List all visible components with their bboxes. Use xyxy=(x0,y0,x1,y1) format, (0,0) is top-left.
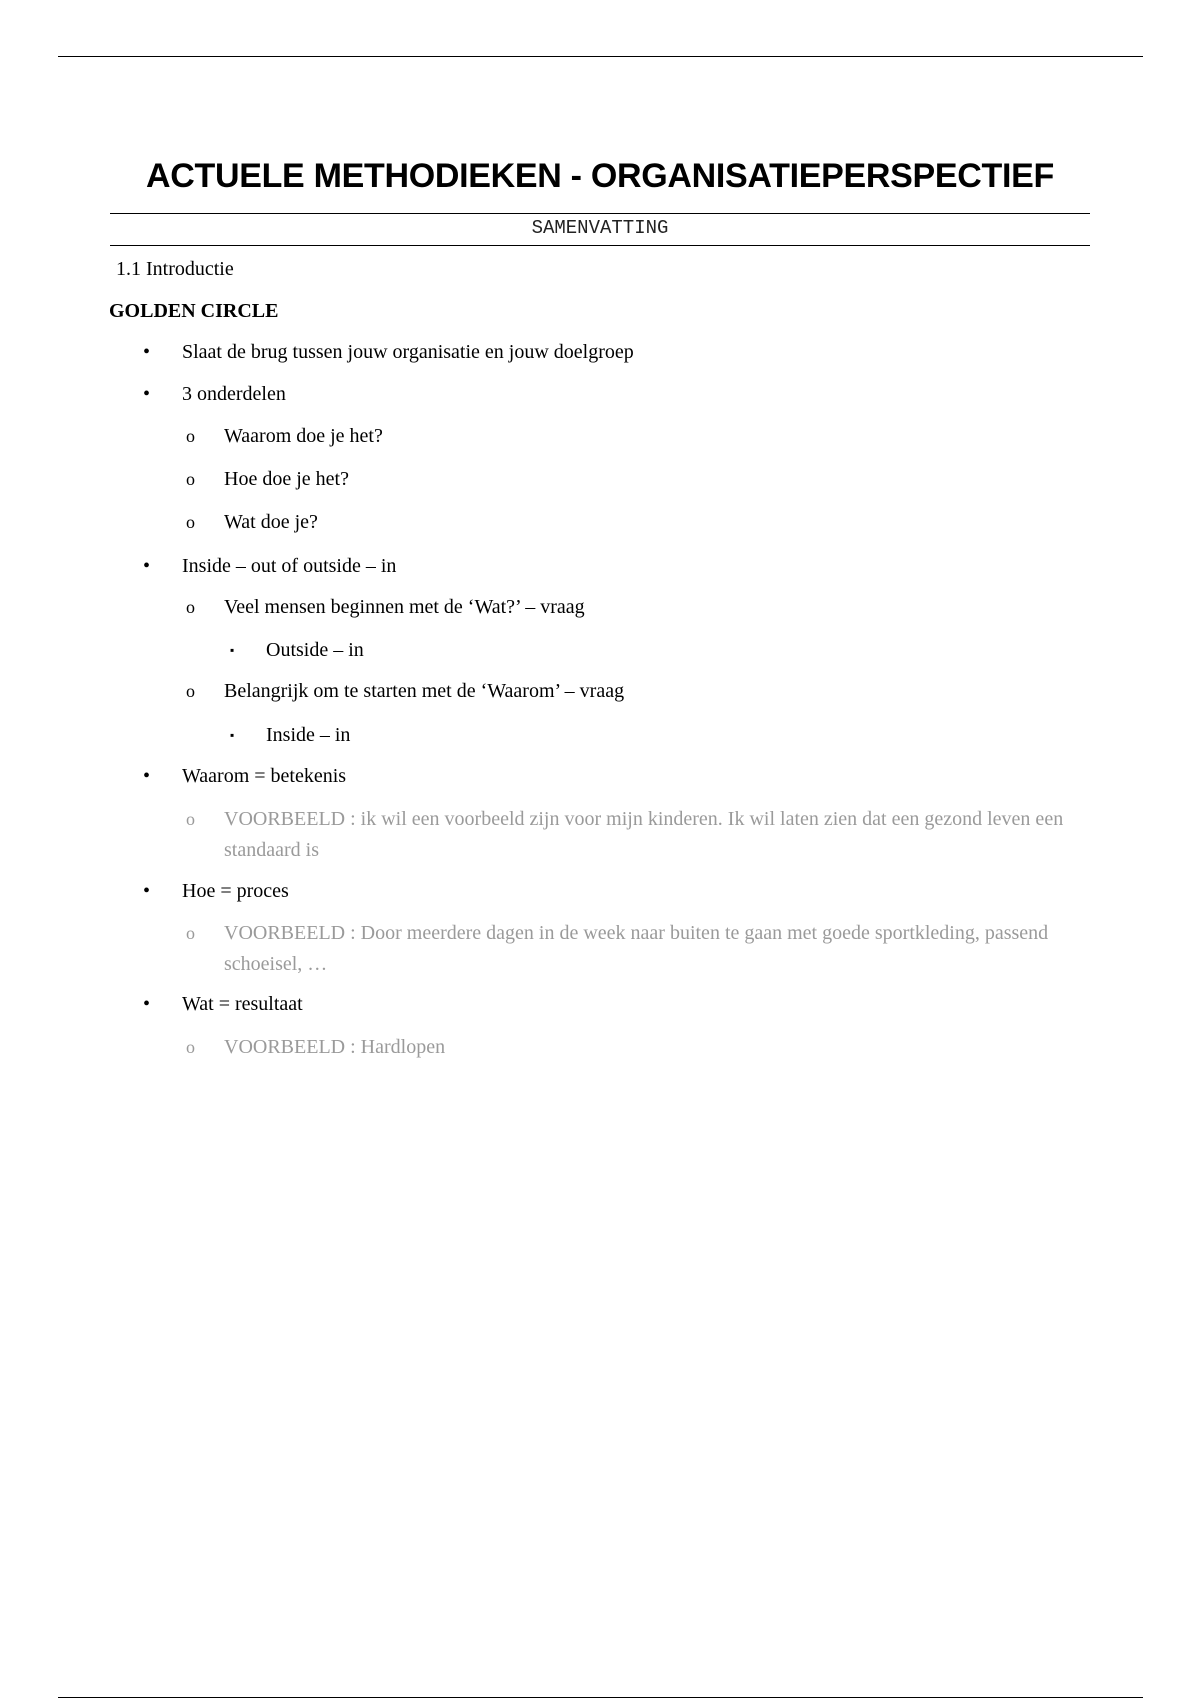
bullet-marker: • xyxy=(143,993,151,1015)
list-item: Waarom doe je het? xyxy=(224,425,383,447)
list-item: Wat doe je? xyxy=(224,511,318,533)
bullet-marker: o xyxy=(186,597,195,617)
list-item: Belangrijk om te starten met de ‘Waarom’ – vraag xyxy=(224,680,625,702)
list-item: Hoe = proces xyxy=(182,880,289,902)
subtitle-top-rule xyxy=(110,213,1090,214)
list-item: Veel mensen beginnen met de ‘Wat?’ – vraag xyxy=(224,596,585,618)
list-item: 3 onderdelen xyxy=(182,383,286,405)
bullet-marker: • xyxy=(143,383,151,405)
bullet-marker: • xyxy=(143,765,151,787)
bullet-marker: o xyxy=(186,469,195,489)
list-item: Hoe doe je het? xyxy=(224,468,349,490)
bullet-marker: ▪ xyxy=(230,728,235,742)
list-item: Wat = resultaat xyxy=(182,993,303,1015)
list-item: Inside – in xyxy=(266,724,351,746)
section-heading: 1.1 Introductie xyxy=(116,258,234,280)
bullet-marker: o xyxy=(186,923,195,943)
bullet-marker: o xyxy=(186,809,195,829)
bullet-marker: o xyxy=(186,681,195,701)
list-item: Waarom = betekenis xyxy=(182,765,347,787)
bullet-marker: • xyxy=(143,341,151,363)
golden-circle-heading: GOLDEN CIRCLE xyxy=(109,300,279,322)
document-title: ACTUELE METHODIEKEN - ORGANISATIEPERSPECTIEF xyxy=(145,157,1054,195)
bullet-marker: o xyxy=(186,1037,195,1057)
bullet-marker: ▪ xyxy=(230,643,235,657)
bullet-marker: • xyxy=(143,555,151,577)
page-top-rule xyxy=(58,56,1143,57)
document-subtitle: SAMENVATTING xyxy=(531,217,669,239)
example-text: VOORBEELD : Door meerdere dagen in de week naar buiten te gaan met goede sportkleding, passend schoeisel, … xyxy=(224,922,1049,975)
bullet-marker: • xyxy=(143,880,151,902)
example-text: VOORBEELD : Hardlopen xyxy=(224,1036,446,1058)
bullet-marker: o xyxy=(186,426,195,446)
list-item: Slaat de brug tussen jouw organisatie en jouw doelgroep xyxy=(182,341,634,363)
bullet-marker: o xyxy=(186,512,195,532)
subtitle-bottom-rule xyxy=(110,245,1090,246)
list-item: Inside – out of outside – in xyxy=(182,555,397,577)
example-text: VOORBEELD : ik wil een voorbeeld zijn voor mijn kinderen. Ik wil laten zien dat een gezond leven een standaard is xyxy=(224,808,1064,861)
list-item: Outside – in xyxy=(266,639,364,661)
page-bottom-rule xyxy=(58,1697,1143,1698)
